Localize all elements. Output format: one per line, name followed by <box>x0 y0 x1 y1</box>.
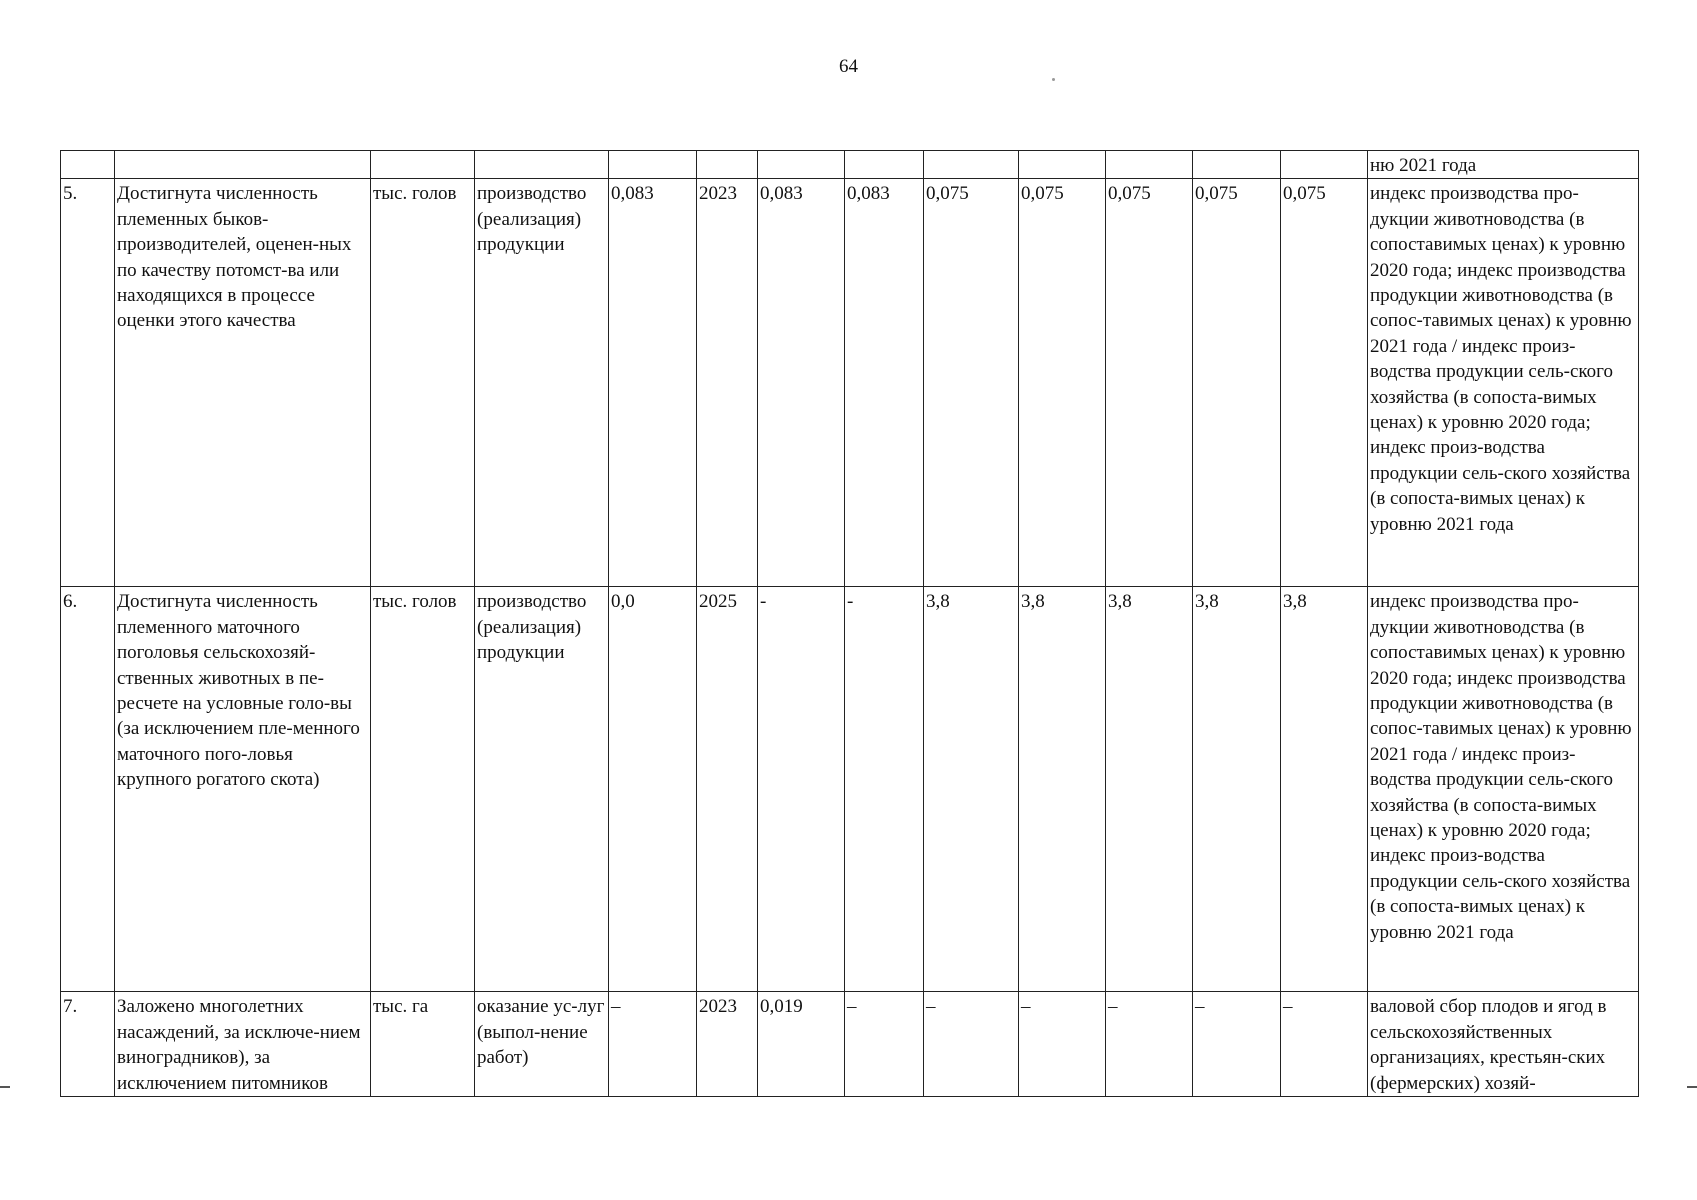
cell-unit: тыс. голов <box>371 587 475 992</box>
cell-value: 3,8 <box>1106 587 1193 992</box>
cell-empty <box>475 151 609 179</box>
cell-base-year: 2025 <box>697 587 758 992</box>
cell-value: 3,8 <box>1019 587 1106 992</box>
table-row <box>61 179 1639 587</box>
cell-value: 3,8 <box>1281 587 1368 992</box>
cell-result-type: производство (реализация) продукции <box>475 179 609 587</box>
cell-result-name: Достигнута численность племенного маточного поголовья сельскохозяй-ственных животных в пе-ресчете на условные голо-вы (за исключением пле-менного маточного пого-ловья крупного рогатого скота) <box>115 587 371 992</box>
cell-value: 0,075 <box>1193 179 1281 587</box>
cell-unit: тыс. га <box>371 992 475 1097</box>
cell-empty <box>758 151 845 179</box>
cell-empty <box>1106 151 1193 179</box>
cell-value: 0,083 <box>845 179 924 587</box>
cell-empty <box>697 151 758 179</box>
cell-indicator: валовой сбор плодов и ягод в сельскохозяйственных организациях, крестьян-ских (фермерских) хозяй- <box>1368 992 1639 1097</box>
cell-value: 0,075 <box>1281 179 1368 587</box>
scan-edge-mark-right <box>1687 1086 1697 1088</box>
table-row <box>61 587 1639 992</box>
cell-empty <box>609 151 697 179</box>
cell-value: – <box>845 992 924 1097</box>
cell-value: 0,075 <box>1106 179 1193 587</box>
page-number: 64 <box>839 56 858 77</box>
cell-result-type: производство (реализация) продукции <box>475 587 609 992</box>
cell-indicator-continuation: ню 2021 года <box>1368 151 1639 179</box>
cell-value: 3,8 <box>924 587 1019 992</box>
cell-base-value: 0,083 <box>609 179 697 587</box>
cell-empty <box>115 151 371 179</box>
cell-value: – <box>1193 992 1281 1097</box>
cell-empty <box>61 151 115 179</box>
cell-value: – <box>1106 992 1193 1097</box>
cell-empty <box>924 151 1019 179</box>
cell-value: – <box>924 992 1019 1097</box>
cell-value: 0,075 <box>1019 179 1106 587</box>
cell-value: - <box>758 587 845 992</box>
cell-number: 5. <box>61 179 115 587</box>
cell-unit: тыс. голов <box>371 179 475 587</box>
cell-value: 0,019 <box>758 992 845 1097</box>
cell-value: – <box>1019 992 1106 1097</box>
table-row <box>61 992 1639 1097</box>
scan-speck <box>1052 78 1055 81</box>
cell-result-name: Достигнута численность племенных быков-производителей, оценен-ных по качеству потомст-ва или находящихся в процессе оценки этого качества <box>115 179 371 587</box>
cell-indicator: индекс производства про-дукции животноводства (в сопоставимых ценах) к уровню 2020 года; индекс производства продукции животноводства (в сопос-тавимых ценах) к уровню 2021 года / индекс произ-водства продукции сель-ского хозяйства (в сопоста-вимых ценах) к уровню 2020 года; индекс произ-водства продукции сель-ского хозяйства (в сопоста-вимых ценах) к уровню 2021 года <box>1368 179 1639 587</box>
scan-edge-mark-left <box>0 1086 10 1088</box>
cell-value: 0,083 <box>758 179 845 587</box>
cell-value: – <box>1281 992 1368 1097</box>
cell-number: 6. <box>61 587 115 992</box>
cell-base-year: 2023 <box>697 179 758 587</box>
cell-empty <box>1281 151 1368 179</box>
cell-base-value: – <box>609 992 697 1097</box>
cell-empty <box>371 151 475 179</box>
indicators-table <box>60 150 1639 1097</box>
cell-indicator: индекс производства про-дукции животноводства (в сопоставимых ценах) к уровню 2020 года; индекс производства продукции животноводства (в сопос-тавимых ценах) к уровню 2021 года / индекс произ-водства продукции сель-ского хозяйства (в сопоста-вимых ценах) к уровню 2020 года; индекс произ-водства продукции сель-ского хозяйства (в сопоста-вимых ценах) к уровню 2021 года <box>1368 587 1639 992</box>
cell-result-name: Заложено многолетних насаждений, за исключе-нием виноградников), за исключением питомников <box>115 992 371 1097</box>
cell-number: 7. <box>61 992 115 1097</box>
cell-base-year: 2023 <box>697 992 758 1097</box>
cell-base-value: 0,0 <box>609 587 697 992</box>
cell-value: 3,8 <box>1193 587 1281 992</box>
cell-empty <box>845 151 924 179</box>
cell-value: - <box>845 587 924 992</box>
table-row-header-continuation <box>61 151 1639 179</box>
cell-empty <box>1193 151 1281 179</box>
cell-empty <box>1019 151 1106 179</box>
cell-result-type: оказание ус-луг (выпол-нение работ) <box>475 992 609 1097</box>
cell-value: 0,075 <box>924 179 1019 587</box>
